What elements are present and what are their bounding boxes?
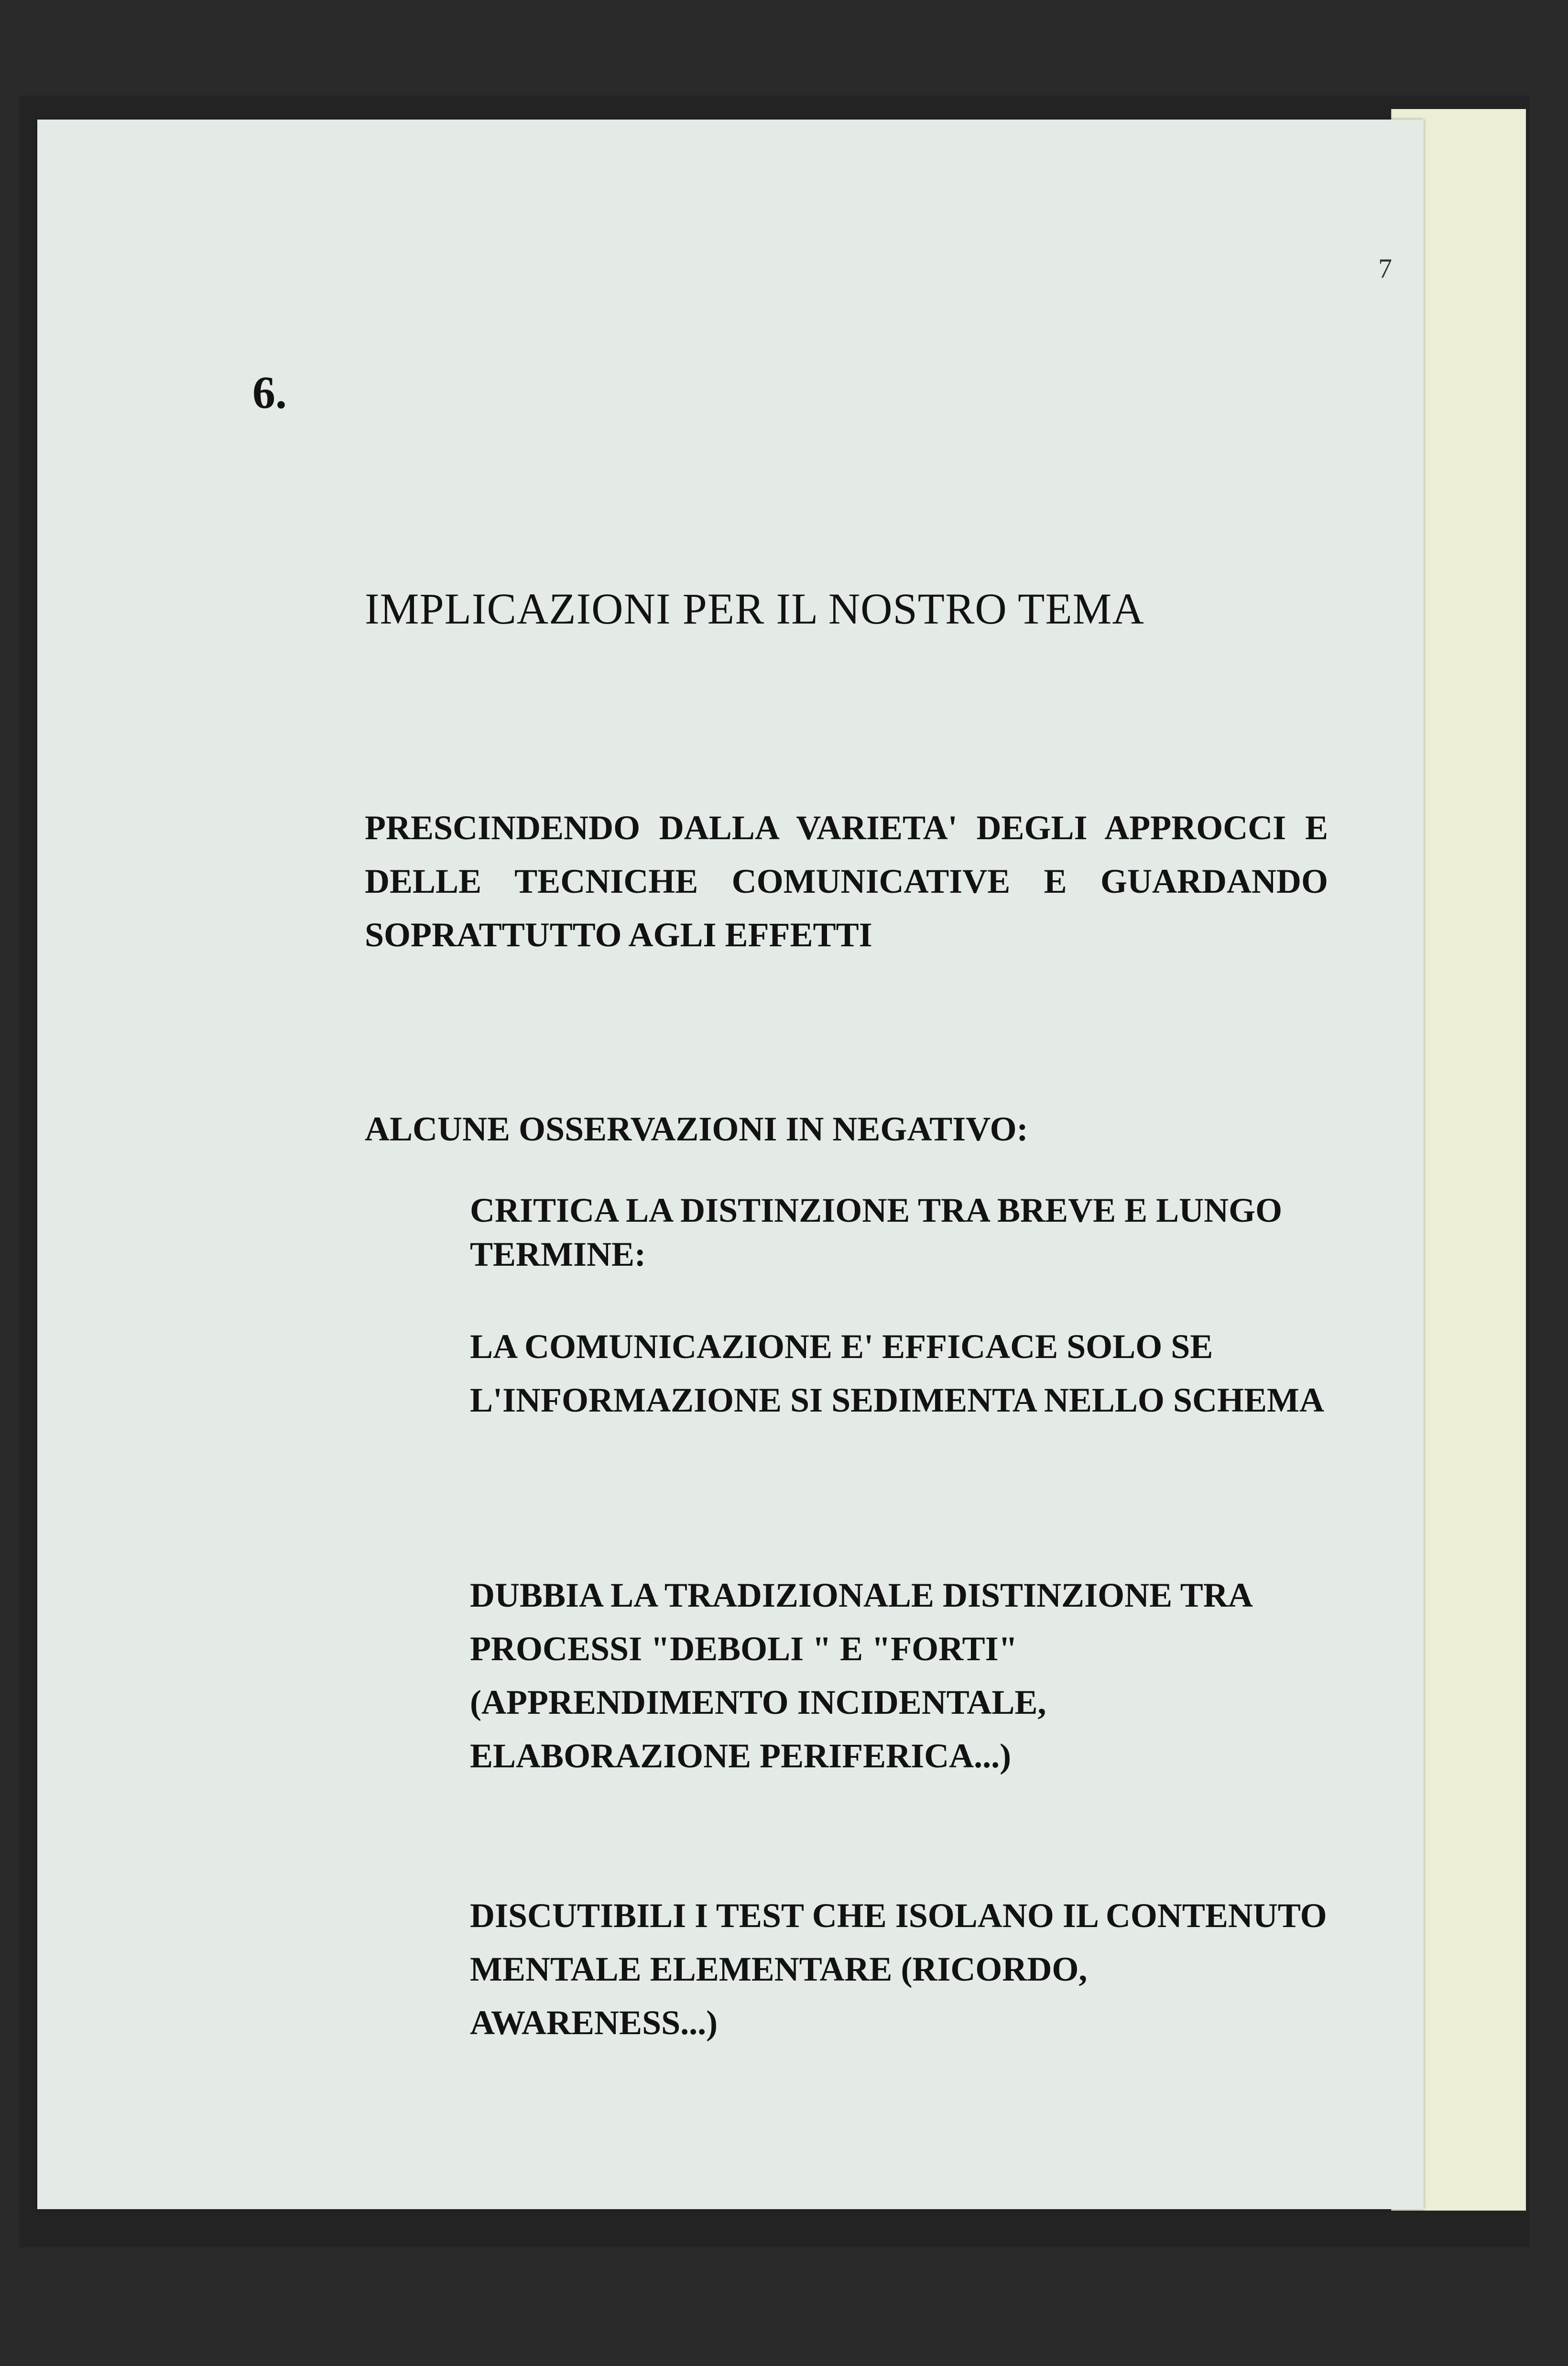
observation-point: DISCUTIBILI I TEST CHE ISOLANO IL CONTENUTO MENTALE ELEMENTARE (RICORDO, AWARENESS...) xyxy=(470,1896,1327,2042)
observation-point: LA COMUNICAZIONE E' EFFICACE SOLO SE L'INFORMAZIONE SI SEDIMENTA NELLO SCHEMA xyxy=(470,1327,1324,1419)
section-number: 6. xyxy=(252,367,287,418)
page-number: 7 xyxy=(1378,253,1392,284)
observation-point: CRITICA LA DISTINZIONE TRA BREVE E LUNGO TERMINE: xyxy=(470,1191,1283,1273)
document-page xyxy=(37,120,1424,2209)
intro-paragraph: PRESCINDENDO DALLA VARIETA' DEGLI APPROCCI E DELLE TECNICHE COMUNICATIVE E GUARDANDO SOPRATTUTTO AGLI EFFETTI xyxy=(365,809,1328,954)
observation-point: DUBBIA LA TRADIZIONALE DISTINZIONE TRA PROCESSI "DEBOLI " E "FORTI" (APPRENDIMENTO INCIDENTALE, ELABORAZIONE PERIFERICA...) xyxy=(470,1576,1251,1775)
page-title: IMPLICAZIONI PER IL NOSTRO TEMA xyxy=(365,584,1144,633)
observations-heading: ALCUNE OSSERVAZIONI IN NEGATIVO: xyxy=(365,1110,1028,1148)
